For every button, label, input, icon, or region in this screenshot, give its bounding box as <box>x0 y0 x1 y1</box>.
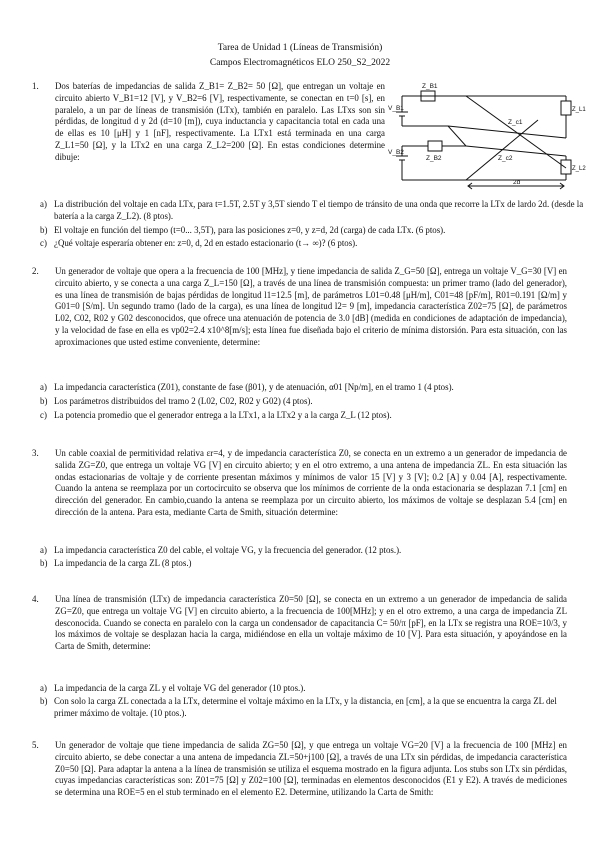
label-2d: 2d <box>513 179 521 186</box>
label-vb2: V_B2 <box>388 149 404 156</box>
q4-item-b: b) Con solo la carga ZL conectada a la LTx, determine el voltaje máximo en la LTx, y la distancia, en [cm], a la que se encuentra la carga ZL del primer máximo de voltaje. (10 ptos.). <box>40 696 557 718</box>
q1-text: Dos baterías de impedancias de salida Z_B1= Z_B2= 50 [Ω], que entregan un voltaje en circuito abierto V_B1=12 [V], y V_B2=6 [V], respectivamente, se conectan en t=0 [s], en paralelo, a un par de líneas de transmisión (LTx), también en paralelo. Las LTxs son sin pérdidas, de longitud d y 2d (d=10 [m]), cuya inductancia y capacitancia total en cada una de ellas es 10 [μH] y 1 [nF], respectivamente. La LTx1 está terminada en una carga Z_L1=50 [Ω], y la LTx2 en una carga Z_L2=200 [Ω]. En estas condiciones determine dibuje: <box>55 81 385 162</box>
q4-number: 4. <box>32 594 39 604</box>
zl1-load <box>561 101 571 115</box>
q2-item-b: b) Los parámetros distribuidos del tramo 2 (L02, C02, R02 y G02) (4 ptos). <box>40 396 313 406</box>
q1-item-c: c) ¿Qué voltaje esperaría obtener en: z=0, d, 2d en estado estacionario (t→ ∞)? (6 ptos). <box>40 238 358 248</box>
label-zl2: Z_L2 <box>572 166 586 172</box>
label-zb1: Z_B1 <box>422 83 438 90</box>
label-zc2: Z_c2 <box>498 155 513 162</box>
q1-number: 1. <box>32 81 39 91</box>
q1-circuit-diagram <box>388 80 586 192</box>
q5-number: 5. <box>32 740 39 750</box>
doc-title: Tarea de Unidad 1 (Líneas de Transmisión) <box>217 43 383 53</box>
q3-item-b: b) La impedancia de la carga ZL (8 ptos.) <box>40 558 192 568</box>
q3-number: 3. <box>32 448 39 458</box>
label-zl1: Z_L1 <box>572 107 586 113</box>
q3-item-a: a) La impedancia característica Z0 del cable, el voltaje VG, y la frecuencia del generador. (12 ptos.). <box>40 545 402 555</box>
q2-item-a: a) La impedancia característica (Z01), constante de fase (β01), y de atenuación, α01 [Np/m], en el tramo 1 (4 ptos). <box>40 382 454 392</box>
label-zb2: Z_B2 <box>426 155 442 162</box>
zb2-resistor <box>428 141 442 151</box>
q5-text: Un generador de voltaje que tiene impedancia de salida ZG=50 [Ω], y que entrega un voltaje VG=20 [V] a la frecuencia de 100 [MHz] en circuito abierto, se debe conectar a una antena de impedancia ZL=50+j100 [Ω], a través de una LTx sin pérdidas, de impedancia característica Z0=50 [Ω]. Para adaptar la antena a la línea de transmisión se utiliza el esquema mostrado en la figura adjunta. Los stubs son LTx sin pérdidas, cuyas impedancias características son: Z01=75 [Ω] y Z02=100 [Ω], terminadas en elementos desconocidos (E1 y E2). A través de mediciones se determina una ROE=5 en el stub terminado en el elemento E2. Determine, utilizando la Carta de Smith: <box>55 740 567 797</box>
q3-text: Un cable coaxial de permitividad relativa εr=4, y de impedancia característica Z0, se conecta en un extremo a un generador de impedancia de salida ZG=Z0, que entrega un voltaje VG [V] en circuito abierto; y en el otro extremo, a una antena de impedancia ZL. En esta situación las ondas estacionarias de voltaje y de corriente presentan máximos y mínimos de valor 15 [V] y 3 [V]; 0.2 [A] y 0.04 [A], respectivamente. Cuando la antena se reemplaza por un cortocircuito se observa que los mínimos de corriente de la onda estacionaria se desplazan 7.1 [cm] en dirección del generador. En cambio,cuando la antena se reemplaza por un circuito abierto, los máximos de voltaje se desplazan 5.4 [cm] en dirección de la antena. Para esta, mediante Carta de Smith, situación determine: <box>55 448 567 517</box>
label-zc1: Z_c1 <box>508 119 523 126</box>
doc-subtitle: Campos Electromagnéticos ELO 250_S2_2022 <box>209 58 391 68</box>
q4-item-a: a) La impedancia de la carga ZL y el voltaje VG del generador (10 ptos.). <box>40 683 306 693</box>
q1-item-b: b) El voltaje en función del tiempo (t=0... 3,5T), para las posiciones z=0, y z=d, 2d (carga) de cada LTx. (6 ptos). <box>40 225 446 235</box>
label-vb1: V_B1 <box>388 105 404 112</box>
q4-text: Una línea de transmisión (LTx) de impedancia característica Z0=50 [Ω], se conecta en un extremo a un generador de impedancia de salida ZG=Z0, que entrega un voltaje VG [V] en circuito abierto, a la frecuencia de 100[MHz]; y en el otro extremo, a una carga de impedancia ZL desconocida. Cuando se conecta en paralelo con la carga un condensador de capacitancia C= 50/π [pF], en la LTx se registra una ROE=10/3, y los máximos de voltaje se desplazan hacia la carga, midiéndose en ella un voltaje máximo de 10 [V]. Para esta situación, y apoyándose en la Carta de Smith, determine: <box>55 594 567 651</box>
q1-item-a: a) La distribución del voltaje en cada LTx, para t=1.5T, 2.5T y 3,5T siendo T el tiempo de tránsito de una onda que recorre la LTx de lardo 2d. (desde la batería a la carga Z_L2). (8 ptos). <box>40 199 584 221</box>
q2-number: 2. <box>32 266 39 276</box>
q2-item-c: c) La potencia promedio que el generador entrega a la LTx1, a la LTx2 y a la carga Z_L (12 ptos). <box>40 410 392 420</box>
zl2-load <box>561 160 571 174</box>
q2-text: Un generador de voltaje que opera a la frecuencia de 100 [MHz], y tiene impedancia de salida Z_G=50 [Ω], entrega un voltaje V_G=30 [V] en circuito abierto, y se conecta a una carga Z_L=150 [Ω], a través de una línea de transmisión compuesta: un primer tramo (lado del generador), es una línea de transmisión de bajas pérdidas de longitud l1=12.5 [m], de parámetros L01=0.48 [μH/m], C01=48 [pF/m], R01=0.191 [Ω/m] y G01=0 [S/m]. Un segundo tramo (lado de la carga), es una línea de longitud l2= 9 [m], impedancia característica Z02=75 [Ω], de parámetros L02, C02, R02 y G02 desconocidos, que ofrece una atenuación de potencia de 3.0 [dB] (medida en condiciones de adaptación de impedancia), y la velocidad de fase en ella es vp02=2.4 x10^8[m/s]; esta línea fue diseñada bajo el criterio de mínima distorsión. Para esta situación, con las aproximaciones que usted estime conveniente, determine: <box>55 266 567 347</box>
